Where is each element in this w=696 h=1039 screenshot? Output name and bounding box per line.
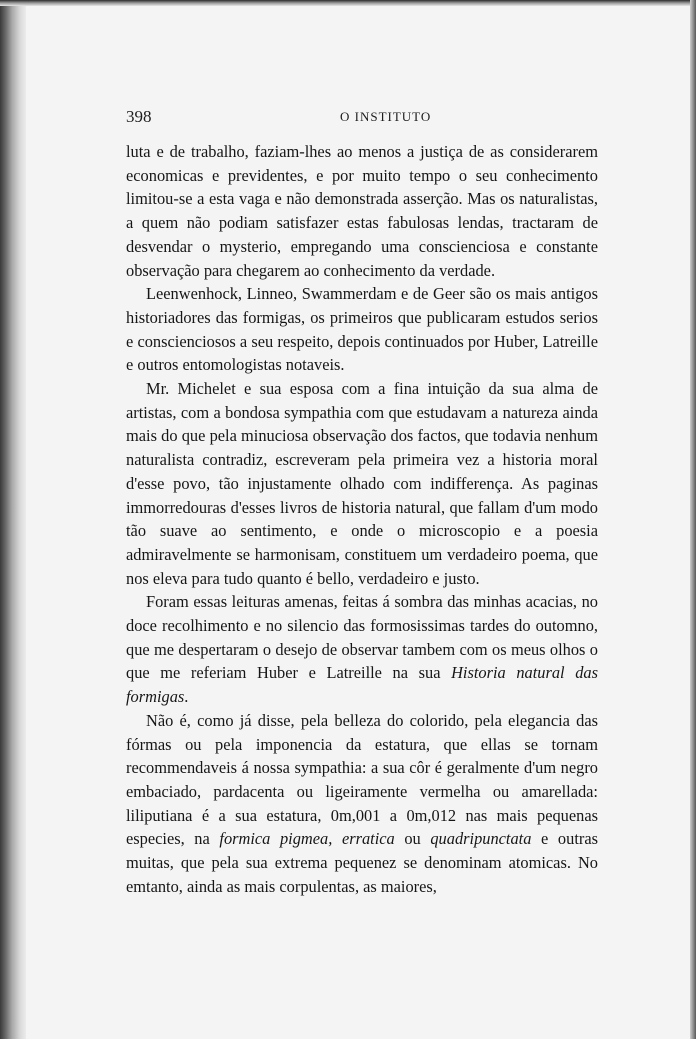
book-title-italic: Historia natural das formigas (126, 663, 598, 707)
paragraph-2: Leenwenhock, Linneo, Swammerdam e de Geer são os mais antigos historiadores das formigas, os primeiros que publicaram estudos serios e conscienciosos a seu respeito, depois continuados por Huber, Latreille e outros entomologistas notaveis. (126, 284, 598, 375)
running-title: O INSTITUTO (340, 109, 432, 124)
paragraph-5-connector: ou (394, 829, 431, 849)
page-right-edge (690, 0, 696, 1039)
species-names-italic: formica pigmea, erratica (219, 829, 395, 849)
running-header (126, 107, 626, 131)
body-text (126, 140, 598, 899)
paragraph-4 (126, 590, 598, 709)
book-binding-shadow (0, 0, 26, 1039)
paragraph-5-text: Não é, como já disse, pela belleza do colorido, pela elegancia das fórmas ou pela imponencia da estatura, que ellas se tornam recommendaveis á nossa sympathia: a sua côr é geralmente d'um negro embaciado, pardacenta ou ligeiramente vermelha ou amarellada: liliputiana é a sua estatura, 0m,001 a 0m,012 nas mais pequenas especies, na (126, 710, 598, 849)
paragraph-5-end: e outras muitas, que pela sua extrema pequenez se denominam atomicas. No emtanto, ainda as mais corpulentas, as maiores, (126, 829, 598, 896)
paragraph-5 (126, 709, 598, 899)
paragraph-3: Mr. Michelet e sua esposa com a fina intuição da sua alma de artistas, com a bondosa sympathia com que estudavam a natureza ainda mais do que pela minuciosa observação dos factos, que todavia nenhum naturalista contradiz, escreveram pela primeira vez a historia moral d'esse povo, tão injustamente olhado com indifferença. As paginas immorredouras d'esses livros de historia natural, que fallam d'um modo tão suave ao sentimento, e onde o microscopio e a poesia admiravelmente se harmonisam, constituem um verdadeiro poema, que nos eleva para tudo quanto é bello, verdadeiro e justo. (126, 379, 598, 588)
page-number: 398 (126, 107, 152, 126)
paragraph-4-end: . (184, 687, 189, 707)
paragraph-4-text: Foram essas leituras amenas, feitas á sombra das minhas acacias, no doce recolhimento e no silencio das formosissimas tardes do outomno, que me despertaram o desejo de observar tambem com os meus olhos o que me referiam Huber e Latreille na sua (126, 592, 598, 683)
species-name-italic: quadripunctata (430, 829, 532, 849)
paragraph-1: luta e de trabalho, faziam-lhes ao menos a justiça de as considerarem economicas e previdentes, e por muito tempo o seu conhecimento limitou-se a esta vaga e não demonstrada asserção. Mas os naturalistas, a quem não podiam satisfazer estas fabulosas lendas, tractaram de desvendar o mysterio, empregando uma conscienciosa e constante observação para chegarem ao conhecimento da verdade. (126, 142, 598, 280)
